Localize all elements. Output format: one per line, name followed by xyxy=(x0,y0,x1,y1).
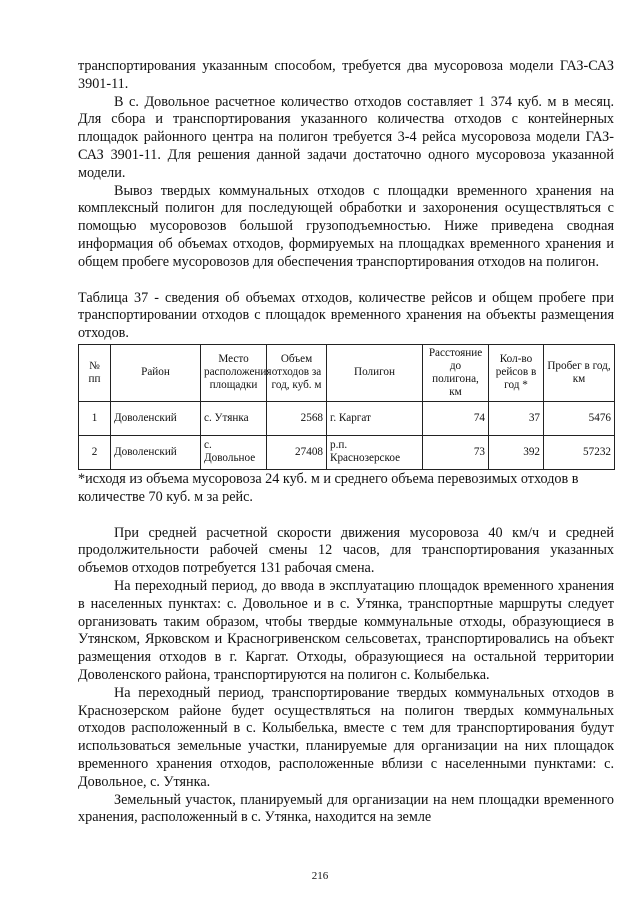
cell-distance: 74 xyxy=(423,401,489,435)
document-page xyxy=(78,58,614,827)
table-caption: Таблица 37 - сведения об объемах отходов, количестве рейсов и общем пробеге при транспортировании отходов с площадок временного хранения на объекты размещения отходов. xyxy=(78,289,614,342)
header-trips: Кол-во рейсов в год * xyxy=(489,344,544,401)
cell-mileage: 5476 xyxy=(544,401,615,435)
cell-landfill: р.п. Краснозерское xyxy=(327,435,423,469)
cell-site: с. Утянка xyxy=(201,401,267,435)
cell-trips: 392 xyxy=(489,435,544,469)
cell-num: 1 xyxy=(79,401,111,435)
table-footnote: *исходя из объема мусоровоза 24 куб. м и среднего объема перевозимых отходов в количестве 70 куб. м за рейс. xyxy=(78,470,579,505)
cell-mileage: 57232 xyxy=(544,435,615,469)
header-num: № пп xyxy=(79,344,111,401)
cell-distance: 73 xyxy=(423,435,489,469)
paragraph-2: В с. Довольное расчетное количество отходов составляет 1 374 куб. м в месяц. Для сбора и транспортирования указанного количества отходов с контейнерных площадок районного центра на полигон требуется 3-4 рейса мусоровоза модели ГАЗ-САЗ 3901-11. Для решения данной задачи достаточно одного мусоровоза указанной модели. xyxy=(78,93,614,181)
table-row xyxy=(79,435,615,469)
cell-site: с. Довольное xyxy=(201,435,267,469)
waste-table xyxy=(78,344,615,470)
table-header-row xyxy=(79,344,615,401)
cell-volume: 2568 xyxy=(267,401,327,435)
header-district: Район xyxy=(111,344,201,401)
paragraph-7: Земельный участок, планируемый для организации на нем площадки временного хранения, расположенный в с. Утянка, находится на земле xyxy=(78,791,614,826)
paragraph-6: На переходный период, транспортирование твердых коммунальных отходов в Краснозерском районе будет осуществляться на полигон твердых коммунальных отходов расположенный в с. Колыбелька, вместе с тем для транспортирования будут использоваться земельные участки, планируемые для организации на них площадок временного хранения отходов, расположенные вблизи с населенными пунктами: с. Довольное, с. Утянка. xyxy=(78,684,614,790)
header-distance: Расстояние до полигона, км xyxy=(423,344,489,401)
table-row xyxy=(79,401,615,435)
page-number: 216 xyxy=(311,870,329,882)
cell-district: Доволенский xyxy=(111,435,201,469)
header-volume: Объем отходов за год, куб. м xyxy=(267,344,327,401)
cell-trips: 37 xyxy=(489,401,544,435)
paragraph-1: транспортирования указанным способом, требуется два мусоровоза модели ГАЗ-САЗ 3901-11. xyxy=(78,58,614,92)
paragraph-4: При средней расчетной скорости движения мусоровоза 40 км/ч и средней продолжительности рабочей смены 12 часов, для транспортирования указанных объемов отходов потребуется 131 рабочая смена. xyxy=(78,524,614,577)
cell-district: Доволенский xyxy=(111,401,201,435)
cell-landfill: г. Каргат xyxy=(327,401,423,435)
paragraph-5: На переходный период, до ввода в эксплуатацию площадок временного хранения в населенных пунктах: с. Довольное и в с. Утянка, транспортные маршруты следует организовать таким образом, чтобы твердые коммунальные отходы, образующиеся в Утянском, Ярковском и Красногривенском сельсоветах, транспортировались на объект размещения отходов в г. Каргат. Отходы, образующиеся на остальной территории Доволенского района, транспортируются на полигон с. Колыбелька. xyxy=(78,577,614,683)
cell-num: 2 xyxy=(79,435,111,469)
header-site: Место расположения площадки xyxy=(201,344,267,401)
header-mileage: Пробег в год, км xyxy=(544,344,615,401)
cell-volume: 27408 xyxy=(267,435,327,469)
paragraph-3: Вывоз твердых коммунальных отходов с площадки временного хранения на комплексный полигон для последующей обработки и захоронения осуществляться с помощью мусоровозов большой грузоподъемностью. Ниже приведена сводная информация об объемах отходов, формируемых на площадках временного хранения и общем пробеге мусоровозов для обеспечения транспортирования отходов на полигон. xyxy=(78,182,614,270)
header-landfill: Полигон xyxy=(327,344,423,401)
